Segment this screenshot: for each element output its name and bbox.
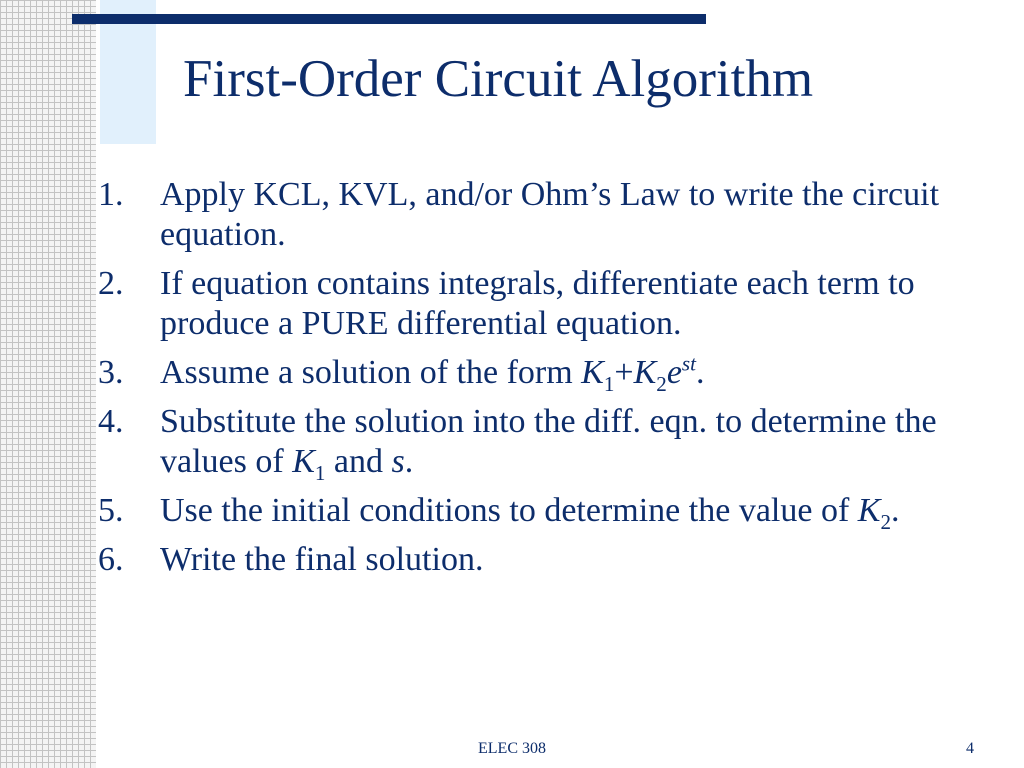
- step-number: 4.: [98, 403, 124, 440]
- step-text-part: .: [891, 492, 900, 529]
- math-subscript: 2: [656, 371, 667, 396]
- algorithm-steps-list: [98, 175, 978, 589]
- step-number: 5.: [98, 492, 124, 529]
- math-subscript: 1: [314, 460, 326, 485]
- math-subscript: 1: [603, 371, 615, 396]
- step-text: Apply KCL, KVL, and/or Ohm’s Law to write the circuit equation.: [160, 176, 940, 253]
- math-exponent: [682, 352, 696, 376]
- step-number: 6.: [98, 541, 124, 578]
- step-item-6: [98, 540, 978, 580]
- step-text: Write the final solution.: [160, 541, 484, 578]
- step-text: [160, 351, 978, 396]
- step-item-4: [98, 402, 978, 485]
- step-text-part: and: [325, 443, 392, 480]
- grid-pattern-decoration: [0, 0, 96, 768]
- step-item-1: [98, 175, 978, 255]
- step-item-3: [98, 351, 978, 396]
- footer-course-label: ELEC 308: [478, 740, 546, 757]
- step-text-part: Assume a solution of the form: [160, 354, 582, 391]
- step-item-5: [98, 491, 978, 534]
- step-text-part: Use the initial conditions to determine the value of: [160, 492, 858, 529]
- math-variable: K: [292, 443, 315, 480]
- step-number: 1.: [98, 176, 124, 213]
- step-text: [160, 402, 978, 485]
- title-bar-decoration: [72, 14, 706, 24]
- step-number: 2.: [98, 265, 124, 302]
- math-variable: K: [581, 354, 604, 391]
- math-subscript: 2: [880, 509, 891, 534]
- step-number: 3.: [98, 354, 124, 391]
- slide-title: First-Order Circuit Algorithm: [183, 50, 814, 108]
- step-item-2: [98, 264, 978, 344]
- math-variable: st: [681, 351, 696, 376]
- footer-page-number: 4: [966, 740, 974, 757]
- step-text-part: Substitute the solution into the diff. eqn. to determine the values of: [160, 403, 937, 480]
- step-text: [160, 491, 978, 534]
- math-variable: s: [391, 443, 405, 480]
- math-variable: K: [857, 492, 881, 529]
- step-text: If equation contains integrals, differentiate each term to produce a PURE differential equation.: [160, 265, 915, 342]
- math-variable: K: [633, 354, 657, 391]
- step-text-part: .: [695, 354, 705, 391]
- math-variable: e: [666, 354, 682, 391]
- step-text-part: .: [404, 443, 414, 480]
- math-operator: +: [614, 354, 634, 391]
